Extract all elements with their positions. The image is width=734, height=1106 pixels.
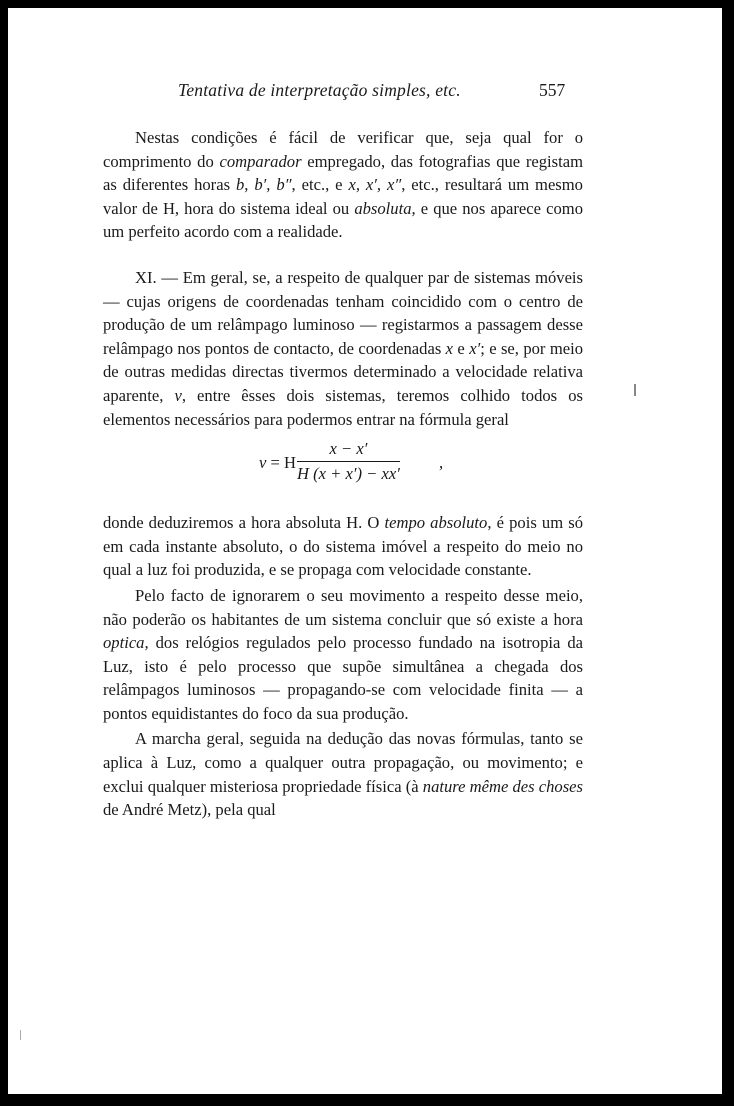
formula-equals: = H [266, 453, 297, 473]
text-run: Pelo facto de ignorarem o seu movimento a respeito desse meio, não poderão os habitantes de um sistema concluir que só existe a hora [103, 585, 583, 629]
text-run: XI. — Em geral, se, a respeito de qualquer par de sistemas móveis — cujas origens de coordenadas tenham coincidido com o centro de produção de um relâmpago luminoso — registarmos a passagem desse relâmpago nos pontos de contacto, de coordenadas [103, 267, 583, 358]
formula [103, 433, 583, 497]
text-run: e que nos aparece como um perfeito acordo com a realidade. [103, 198, 583, 242]
math-variable: x [445, 338, 454, 358]
text-run: empregado, das fotografias que registam as diferentes horas [103, 151, 583, 195]
page-number: 557 [539, 80, 566, 100]
text-run: Nestas condições é fácil de verificar que, seja qual for o comprimento do [103, 128, 583, 171]
italic-term: nature même des choses [422, 776, 583, 796]
paragraph-2 [103, 266, 583, 431]
formula-lhs [259, 451, 296, 475]
formula-variable: v [259, 453, 267, 473]
formula-comma: , [439, 453, 444, 473]
paragraph-3 [103, 511, 583, 582]
page [8, 8, 722, 1094]
text-run: , entre êsses dois sistemas, teremos colhido todos os elementos necessários para podermos entrar na fórmula geral [103, 385, 583, 429]
formula-fraction [297, 437, 400, 485]
text-run: ; e se, por meio de outras medidas directas tivermos determinado a velocidade relativa aparente, [103, 338, 584, 405]
text-run: donde deduziremos a hora absoluta H. O [103, 513, 385, 533]
paragraph-1 [103, 126, 583, 244]
italic-term: tempo absoluto [384, 513, 488, 533]
text-run: , é pois um só em cada instante absoluto, o do sistema imóvel a respeito do meio no qual a luz foi produzida, e se propaga com velocidade constante. [103, 513, 583, 580]
italic-term: absoluta, [354, 198, 416, 218]
text-run: , etc., e [291, 175, 349, 195]
text-run: dos relógios regulados pelo processo fundado na isotropia da Luz, isto é pelo processo que supõe simultânea a chegada dos relâmpagos luminosos — propagando-se com velocidade finita — a pontos equidistantes do foco da sua produção. [103, 633, 583, 723]
text-run: , etc., resultará um mesmo valor de H, hora do sistema ideal ou [103, 175, 583, 218]
formula-denominator: H (x + x′) − xx′ [297, 463, 400, 483]
math-variables: b, b′, b″ [235, 175, 292, 195]
italic-term: comparador [219, 151, 302, 171]
paragraph-4 [103, 584, 583, 726]
text-run: A marcha geral, seguida na dedução das novas fórmulas, tanto se aplica à Luz, como a qualquer outra propagação, ou movimento; e exclui qualquer misteriosa propriedade física (à [103, 729, 583, 796]
running-header-title: Tentativa de interpretação simples, etc. [178, 80, 461, 100]
scan-speck [20, 1030, 21, 1040]
math-variable: x′ [469, 338, 481, 358]
formula-numerator: x − x′ [329, 439, 368, 459]
margin-mark [634, 384, 636, 396]
body-text [103, 126, 583, 822]
text-run: e [453, 338, 470, 358]
math-variables: x, x′, x″ [348, 175, 402, 195]
paragraph-5 [103, 727, 583, 821]
math-variable: v [174, 385, 182, 405]
text-run: de André Metz), pela qual [103, 800, 276, 820]
italic-term: optica, [103, 633, 149, 653]
